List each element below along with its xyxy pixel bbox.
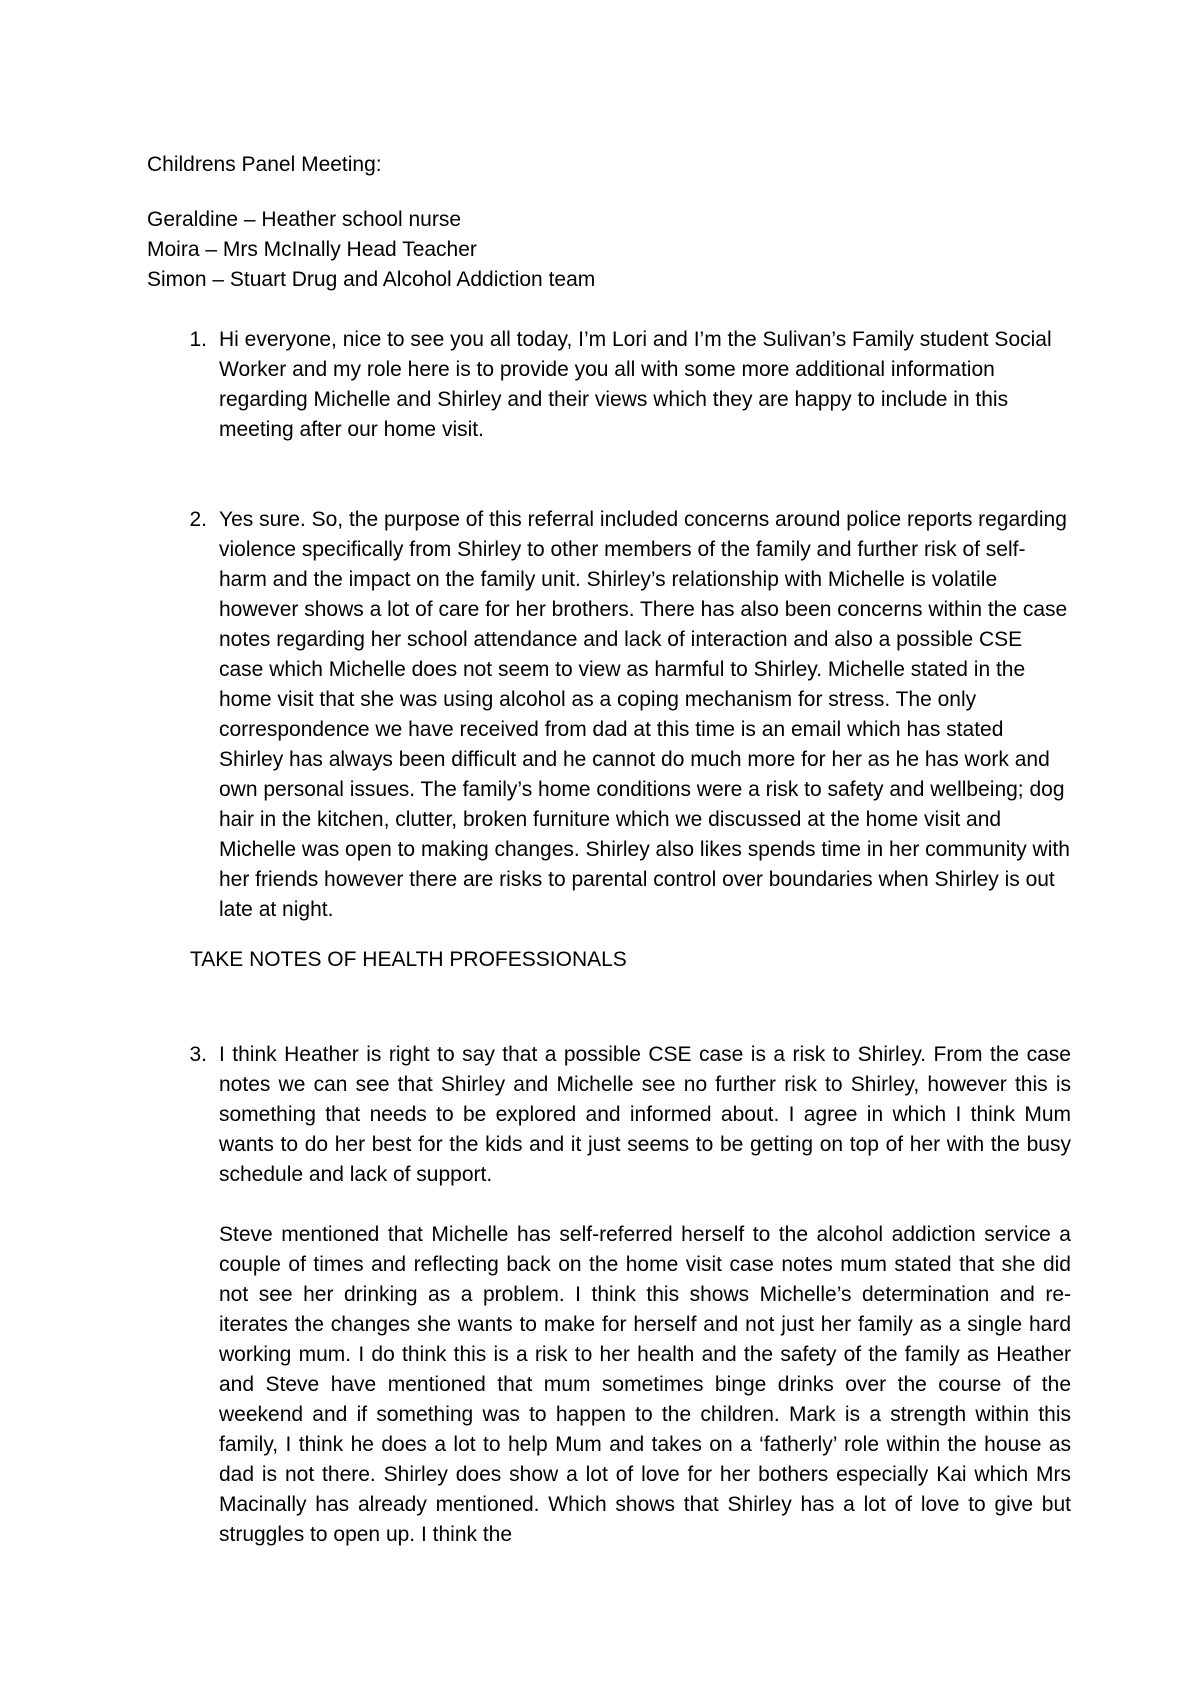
attendee-line: Geraldine – Heather school nurse	[147, 208, 462, 231]
take-notes-heading: TAKE NOTES OF HEALTH PROFESSIONALS	[190, 948, 627, 971]
item-text	[219, 1040, 1071, 1550]
attendee-line: Moira – Mrs McInally Head Teacher	[147, 238, 477, 261]
item-text	[219, 505, 1071, 925]
item-paragraph: I think Heather is right to say that a possible CSE case is a risk to Shirley. From the case notes we can see that Shirley and Michelle see no further risk to Shirley, however this is something that needs to be explored and informed about. I agree in which I think Mum wants to do her best for the kids and it just seems to be getting on top of her with the busy schedule and lack of support.	[219, 1043, 1071, 1186]
item-paragraph: Hi everyone, nice to see you all today, I’m Lori and I’m the Sulivan’s Family student Social Worker and my role here is to provide you all with some more additional information regarding Michelle and Shirley and their views which they are happy to include in this meeting after our home visit.	[219, 328, 1052, 441]
attendee-line: Simon – Stuart Drug and Alcohol Addiction team	[147, 268, 596, 291]
item-number: 1.	[189, 328, 207, 351]
item-paragraph: Steve mentioned that Michelle has self-referred herself to the alcohol addiction service a couple of times and reflecting back on the home visit case notes mum stated that she did not see her drinking as a problem. I think this shows Michelle’s determination and re-iterates the changes she wants to make for herself and not just her family as a single hard working mum. I do think this is a risk to her health and the safety of the family as Heather and Steve have mentioned that mum sometimes binge drinks over the course of the weekend and if something was to happen to the children. Mark is a strength within this family, I think he does a lot to help Mum and takes on a ‘fatherly’ role within the house as dad is not there. Shirley does show a lot of love for her bothers especially Kai which Mrs Macinally has already mentioned. Which shows that Shirley has a lot of love to give but struggles to open up. I think the	[219, 1223, 1071, 1546]
item-text	[219, 325, 1071, 445]
item-number: 3.	[189, 1043, 207, 1066]
numbered-item-1	[147, 325, 1071, 445]
item-paragraph: Yes sure. So, the purpose of this referral included concerns around police reports regarding violence specifically from Shirley to other members of the family and further risk of self-harm and the impact on the family unit. Shirley’s relationship with Michelle is volatile however shows a lot of care for her brothers. There has also been concerns within the case notes regarding her school attendance and lack of interaction and also a possible CSE case which Michelle does not seem to view as harmful to Shirley. Michelle stated in the home visit that she was using alcohol as a coping mechanism for stress. The only correspondence we have received from dad at this time is an email which has stated Shirley has always been difficult and he cannot do much more for her as he has work and own personal issues. The family’s home conditions were a risk to safety and wellbeing; dog hair in the kitchen, clutter, broken furniture which we discussed at the home visit and Michelle was open to making changes. Shirley also likes spends time in her community with her friends however there are risks to parental control over boundaries when Shirley is out late at night.	[219, 508, 1070, 921]
item-number: 2.	[189, 508, 207, 531]
paragraph-spacer	[219, 1190, 1071, 1220]
page-title: Childrens Panel Meeting:	[147, 153, 382, 176]
numbered-item-2	[147, 505, 1071, 925]
numbered-item-3	[147, 1040, 1071, 1550]
attendee-list	[147, 205, 595, 295]
